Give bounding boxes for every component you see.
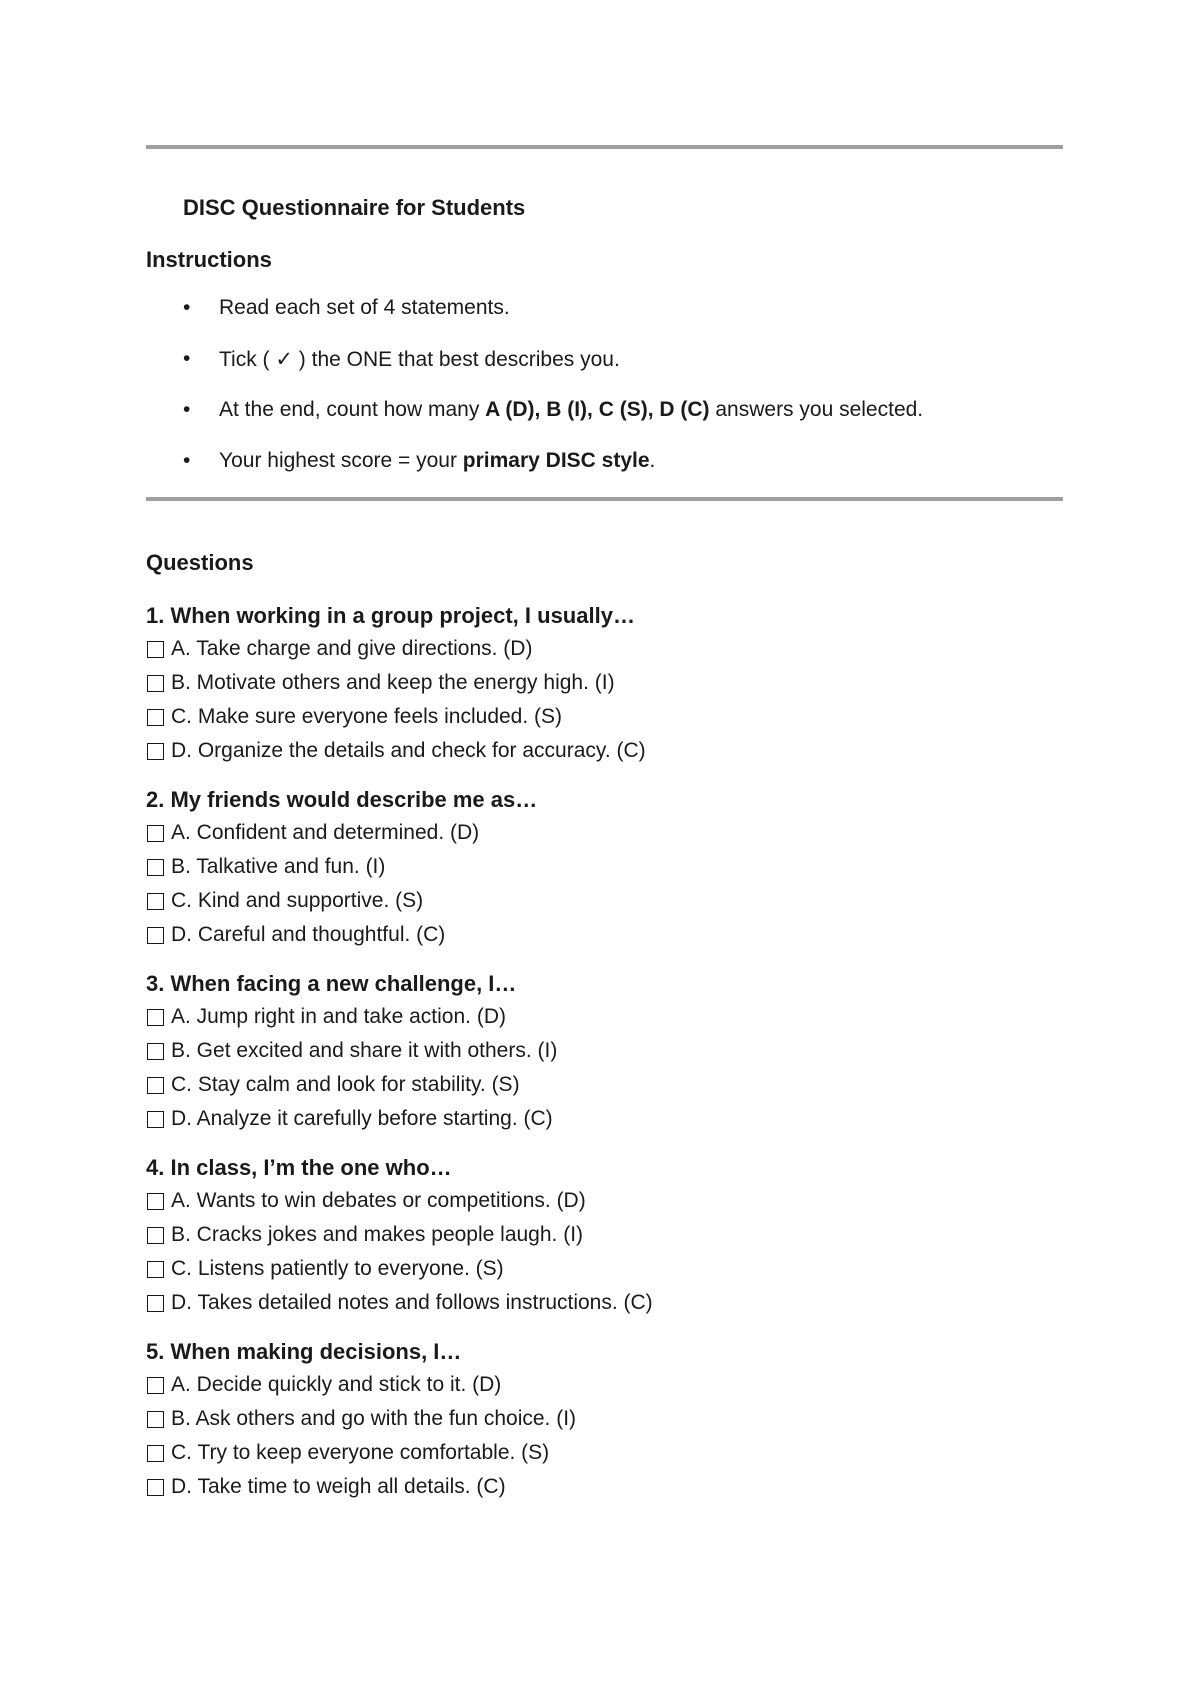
option-label: C. Try to keep everyone comfortable. (S) xyxy=(171,1441,550,1464)
option-label: D. Careful and thoughtful. (C) xyxy=(171,923,446,946)
answer-option[interactable] xyxy=(146,632,1063,666)
checkbox-icon[interactable] xyxy=(147,1043,164,1060)
answer-option[interactable] xyxy=(146,666,1063,700)
option-label: B. Cracks jokes and makes people laugh. (I) xyxy=(171,1223,584,1246)
question xyxy=(146,1335,1063,1504)
checkbox-icon[interactable] xyxy=(147,1261,164,1278)
question-title: 3. When facing a new challenge, I… xyxy=(146,971,517,996)
checkbox-icon[interactable] xyxy=(147,641,164,658)
checkbox-icon[interactable] xyxy=(147,927,164,944)
option-label: D. Analyze it carefully before starting. (C) xyxy=(171,1107,553,1130)
question xyxy=(146,599,1063,768)
option-label: C. Stay calm and look for stability. (S) xyxy=(171,1073,520,1096)
answer-option[interactable] xyxy=(146,1470,1063,1504)
checkbox-icon[interactable] xyxy=(147,1111,164,1128)
question-title: 5. When making decisions, I… xyxy=(146,1339,462,1364)
bullet-icon: • xyxy=(183,347,191,370)
answer-option[interactable] xyxy=(146,700,1063,734)
question-title: 4. In class, I’m the one who… xyxy=(146,1155,452,1180)
bullet-icon: • xyxy=(183,296,191,319)
option-label: D. Take time to weigh all details. (C) xyxy=(171,1475,506,1498)
answer-option[interactable] xyxy=(146,1184,1063,1218)
option-label: D. Organize the details and check for accuracy. (C) xyxy=(171,739,646,762)
question-title: 2. My friends would describe me as… xyxy=(146,787,538,812)
instruction-text-bold: primary DISC style xyxy=(462,449,650,472)
questions-list xyxy=(146,599,1063,1519)
instruction-text-pre: At the end, count how many xyxy=(219,398,486,421)
answer-option[interactable] xyxy=(146,1252,1063,1286)
checkbox-icon[interactable] xyxy=(147,743,164,760)
question xyxy=(146,1151,1063,1320)
option-label: A. Decide quickly and stick to it. (D) xyxy=(171,1373,502,1396)
instructions-heading: Instructions xyxy=(146,247,272,272)
option-label: A. Confident and determined. (D) xyxy=(171,821,480,844)
answer-option[interactable] xyxy=(146,734,1063,768)
question xyxy=(146,783,1063,952)
option-label: A. Wants to win debates or competitions. (D) xyxy=(171,1189,586,1212)
answer-option[interactable] xyxy=(146,1436,1063,1470)
option-label: C. Make sure everyone feels included. (S) xyxy=(171,705,563,728)
answer-option[interactable] xyxy=(146,1102,1063,1136)
checkbox-icon[interactable] xyxy=(147,893,164,910)
option-label: B. Ask others and go with the fun choice. (I) xyxy=(171,1407,577,1430)
instruction-text xyxy=(219,449,655,473)
checkbox-icon[interactable] xyxy=(147,859,164,876)
instruction-text-pre: Your highest score = your xyxy=(219,449,463,472)
answer-option[interactable] xyxy=(146,918,1063,952)
instruction-text xyxy=(219,398,923,422)
option-label: B. Get excited and share it with others. (I) xyxy=(171,1039,558,1062)
checkbox-icon[interactable] xyxy=(147,675,164,692)
option-label: D. Takes detailed notes and follows instructions. (C) xyxy=(171,1291,653,1314)
bullet-icon: • xyxy=(183,398,191,421)
questions-heading: Questions xyxy=(146,550,254,575)
checkbox-icon[interactable] xyxy=(147,709,164,726)
option-label: B. Talkative and fun. (I) xyxy=(171,855,386,878)
instruction-text: Tick ( ✓ ) the ONE that best describes you. xyxy=(219,348,620,371)
answer-option[interactable] xyxy=(146,1068,1063,1102)
question-title: 1. When working in a group project, I usually… xyxy=(146,603,635,628)
question xyxy=(146,967,1063,1136)
answer-option[interactable] xyxy=(146,1034,1063,1068)
instruction-text-post: answers you selected. xyxy=(709,398,924,421)
answer-option[interactable] xyxy=(146,1218,1063,1252)
checkbox-icon[interactable] xyxy=(147,1479,164,1496)
document-title: DISC Questionnaire for Students xyxy=(183,195,526,220)
bullet-icon: • xyxy=(183,449,191,472)
option-label: A. Take charge and give directions. (D) xyxy=(171,637,533,660)
checkbox-icon[interactable] xyxy=(147,1009,164,1026)
instruction-text-bold: A (D), B (I), C (S), D (C) xyxy=(485,398,710,421)
middle-divider xyxy=(146,497,1063,501)
checkbox-icon[interactable] xyxy=(147,1295,164,1312)
checkbox-icon[interactable] xyxy=(147,825,164,842)
option-label: B. Motivate others and keep the energy high. (I) xyxy=(171,671,615,694)
answer-option[interactable] xyxy=(146,816,1063,850)
answer-option[interactable] xyxy=(146,1402,1063,1436)
top-divider xyxy=(146,145,1063,149)
checkbox-icon[interactable] xyxy=(147,1077,164,1094)
checkbox-icon[interactable] xyxy=(147,1227,164,1244)
option-label: C. Kind and supportive. (S) xyxy=(171,889,424,912)
option-label: A. Jump right in and take action. (D) xyxy=(171,1005,506,1028)
answer-option[interactable] xyxy=(146,1368,1063,1402)
option-label: C. Listens patiently to everyone. (S) xyxy=(171,1257,504,1280)
answer-option[interactable] xyxy=(146,884,1063,918)
answer-option[interactable] xyxy=(146,1286,1063,1320)
instruction-text-post: . xyxy=(649,449,656,472)
answer-option[interactable] xyxy=(146,850,1063,884)
checkbox-icon[interactable] xyxy=(147,1377,164,1394)
checkbox-icon[interactable] xyxy=(147,1445,164,1462)
instruction-text: Read each set of 4 statements. xyxy=(219,296,510,319)
answer-option[interactable] xyxy=(146,1000,1063,1034)
checkbox-icon[interactable] xyxy=(147,1193,164,1210)
checkbox-icon[interactable] xyxy=(147,1411,164,1428)
